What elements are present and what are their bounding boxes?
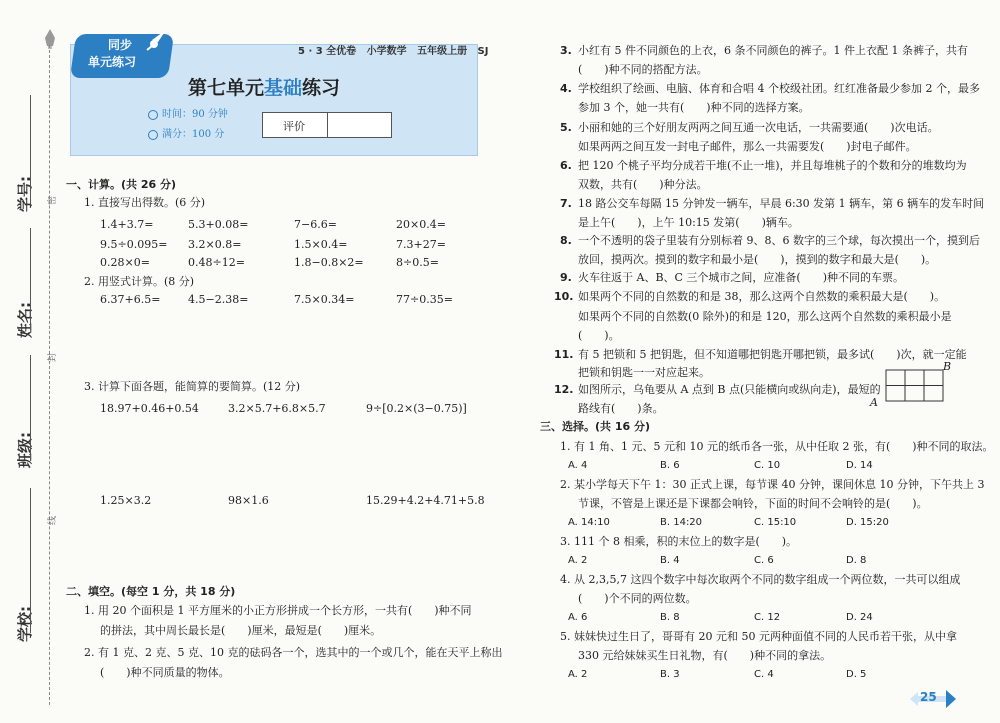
vertical-calc-item: 7.5×0.34=: [294, 293, 355, 306]
choice-option: D. 5: [846, 669, 867, 680]
choice-question-text: 2. 某小学每天下午 1：30 正式上课，每节课 40 分钟，课间休息 10 分钟，下午共上 3: [560, 478, 985, 491]
evaluation-label: 评价: [283, 120, 305, 133]
question-text: 是上午( )，上午 10:15 发第( )辆车。: [578, 216, 799, 229]
question-text: 18 路公交车每隔 15 分钟发一辆车，早晨 6:30 发第 1 辆车，第 6 辆车的发车时间: [578, 197, 985, 210]
choice-option: A. 14:10: [568, 517, 610, 528]
question-text: ( )种不同的搭配方法。: [578, 63, 708, 76]
choice-option: A. 2: [568, 555, 588, 566]
choice-option: B. 14:20: [660, 517, 703, 528]
mental-math-item: 1.5×0.4=: [294, 238, 348, 251]
question-number: 3.: [560, 44, 572, 57]
simplify-item: 98×1.6: [228, 494, 269, 507]
point-a: A: [870, 396, 878, 409]
rocket-icon: [40, 28, 60, 50]
question-text: 如果两两之间互发一封电子邮件，那么一共需要发( )封电子邮件。: [578, 140, 917, 153]
choice-question-text: 3. 111 个 8 相乘，积的末位上的数字是( )。: [560, 535, 798, 548]
question-text: 路线有( )条。: [578, 402, 664, 415]
question-number: 7.: [560, 197, 572, 210]
choice-option: B. 4: [660, 555, 680, 566]
choice-option: A. 6: [568, 612, 588, 623]
clock-icon: [148, 110, 158, 120]
question-text: 如图所示，乌龟要从 A 点到 B 点(只能横向或纵向走)，最短的: [578, 383, 881, 396]
check-icon: [148, 130, 158, 140]
question-text: 把锁和钥匙一一对应起来。: [578, 366, 710, 379]
rocket-badge-icon: [142, 28, 170, 54]
series-name: 5 · 3 全优卷: [298, 46, 357, 57]
choice-option: D. 8: [846, 555, 867, 566]
question-text: ( )。: [578, 329, 620, 342]
question-title: 2. 用竖式计算。(8 分): [84, 275, 195, 288]
choice-option: A. 2: [568, 669, 588, 680]
question-title: 1. 直接写出得数。(6 分): [84, 196, 206, 209]
question-text: 把 120 个桃子平均分成若干堆(不止一堆)，并且每堆桃子的个数和分的堆数均为: [578, 159, 967, 172]
choice-option: A. 4: [568, 460, 588, 471]
question-number: 8.: [560, 234, 572, 247]
question-number: 4.: [560, 82, 572, 95]
choice-question-text: 330 元给妹妹买生日礼物，有( )种不同的拿法。: [578, 649, 832, 662]
grade: 五年级上册: [417, 46, 468, 57]
question-text: 小红有 5 件不同颜色的上衣，6 条不同颜色的裤子。1 件上衣配 1 条裤子，共有: [578, 44, 968, 57]
full-score: 满分：100 分: [162, 129, 225, 140]
simplify-item: 1.25×3.2: [100, 494, 152, 507]
question-number: 12.: [554, 383, 574, 396]
page-number: 25: [920, 690, 937, 704]
choice-option: B. 6: [660, 460, 680, 471]
choice-option: C. 15:10: [754, 517, 797, 528]
class-field[interactable]: [30, 355, 31, 460]
series-line: [298, 42, 489, 57]
choice-option: D. 24: [846, 612, 873, 623]
mental-math-item: 5.3+0.08=: [188, 218, 249, 231]
class-label: 班级:: [16, 432, 34, 468]
route-grid-figure: [880, 365, 950, 410]
mental-math-item: 0.28×0=: [100, 256, 150, 269]
question-number: 6.: [560, 159, 572, 172]
mental-math-item: 1.8−0.8×2=: [294, 256, 364, 269]
section-heading: 一、计算。(共 26 分): [66, 178, 177, 191]
choice-option: C. 6: [754, 555, 774, 566]
seal-xian: 线: [48, 515, 58, 525]
seal-line: [49, 45, 50, 705]
choice-option: B. 8: [660, 612, 680, 623]
mental-math-item: 9.5÷0.095=: [100, 238, 168, 251]
choice-question-text: 4. 从 2,3,5,7 这四个数字中每次取两个不同的数字组成一个两位数，一共可以组成: [560, 573, 961, 586]
question-text: 参加 3 个，她一共有( )种不同的选择方案。: [578, 101, 810, 114]
question-text: 火车往返于 A、B、C 三个城市之间，应准备( )种不同的车票。: [578, 271, 905, 284]
simplify-item: 3.2×5.7+6.8×5.7: [228, 402, 326, 415]
choice-question-text: 1. 有 1 角、1 元、5 元和 10 元的纸币各一张，从中任取 2 张，有( )种不同的取法。: [560, 440, 994, 453]
time-limit: 时间：90 分钟: [162, 109, 228, 120]
title-pre: 第七单元: [188, 77, 265, 99]
question-text: 一个不透明的袋子里装有分别标着 9、8、6 数字的三个球，每次摸出一个，摸到后: [578, 234, 980, 247]
mental-math-item: 1.4+3.7=: [100, 218, 154, 231]
mental-math-item: 3.2×0.8=: [188, 238, 242, 251]
page-title: [188, 73, 340, 100]
question-text: 有 5 把锁和 5 把钥匙，但不知道哪把钥匙开哪把锁，最多试( )次，就一定能: [578, 348, 967, 361]
vertical-calc-item: 4.5−2.38=: [188, 293, 249, 306]
choice-option: D. 14: [846, 460, 873, 471]
school-label: 学校:: [16, 606, 34, 642]
name-field[interactable]: [30, 228, 31, 330]
title-highlight: 基础: [264, 77, 303, 99]
evaluation-input[interactable]: [328, 113, 391, 137]
question-text: 如果两个不同的自然数(0 除外)的和是 120，那么这两个自然数的乘积最小是: [578, 310, 952, 323]
question-title: 3. 计算下面各题，能简算的要简算。(12 分): [84, 380, 301, 393]
question-text: 如果两个不同的自然数的和是 38，那么这两个自然数的乘积最大是( )。: [578, 290, 946, 303]
choice-question-text: 5. 妹妹快过生日了，哥哥有 20 元和 50 元两种面值不同的人民币若干张，从中拿: [560, 630, 957, 643]
title-post: 练习: [302, 77, 341, 99]
question-text: 双数，共有( )种分法。: [578, 178, 708, 191]
point-b: B: [943, 360, 952, 373]
simplify-item: 9÷[0.2×(3−0.75)]: [366, 402, 467, 415]
school-field[interactable]: [30, 488, 31, 633]
choice-option: C. 4: [754, 669, 774, 680]
mental-math-item: 7−6.6=: [294, 218, 337, 231]
question-number: 9.: [560, 271, 572, 284]
question-text: 放回，摸两次。摸到的数字和最小是( )，摸到的数字和最大是( )。: [578, 253, 937, 266]
section-heading: 三、选择。(共 16 分): [540, 420, 651, 433]
section-heading: 二、填空。(每空 1 分，共 18 分): [66, 585, 236, 598]
vertical-calc-item: 6.37+6.5=: [100, 293, 161, 306]
student-id-field[interactable]: [30, 95, 31, 205]
question-number: 11.: [554, 348, 574, 361]
question-text: 学校组织了绘画、电脑、体育和合唱 4 个校级社团。红红准备最少参加 2 个，最多: [578, 82, 980, 95]
name-label: 姓名:: [16, 302, 34, 338]
vertical-calc-item: 77÷0.35=: [396, 293, 453, 306]
choice-question-text: ( )个不同的两位数。: [578, 592, 697, 605]
fill-blank-line: ( )种不同质量的物体。: [100, 666, 230, 679]
choice-option: B. 3: [660, 669, 680, 680]
seal-feng: 封: [48, 352, 58, 362]
question-number: 10.: [554, 290, 574, 303]
badge-line1: 同步: [108, 38, 133, 52]
choice-option: C. 12: [754, 612, 781, 623]
mental-math-item: 8÷0.5=: [396, 256, 439, 269]
seal-mi: 密: [48, 195, 58, 205]
simplify-item: 15.29+4.2+4.71+5.8: [366, 494, 485, 507]
question-number: 5.: [560, 121, 572, 134]
fill-blank-line: 的拼法，其中周长最长是( )厘米，最短是( )厘米。: [100, 624, 382, 637]
choice-question-text: 节课，不管是上课还是下课都会响铃，下面的时间不会响铃的是( )。: [578, 497, 928, 510]
mental-math-item: 7.3+27=: [396, 238, 446, 251]
choice-option: D. 15:20: [846, 517, 889, 528]
mental-math-item: 20×0.4=: [396, 218, 446, 231]
subject: 小学数学: [366, 46, 407, 57]
question-text: 小丽和她的三个好朋友两两之间互通一次电话，一共需要通( )次电话。: [578, 121, 939, 134]
mental-math-item: 0.48÷12=: [188, 256, 245, 269]
edition: SJ: [477, 46, 489, 57]
simplify-item: 18.97+0.46+0.54: [100, 402, 199, 415]
choice-option: C. 10: [754, 460, 781, 471]
fill-blank-line: 1. 用 20 个面积是 1 平方厘米的小正方形拼成一个长方形，一共有( )种不同: [84, 604, 472, 617]
fill-blank-line: 2. 有 1 克、2 克、5 克、10 克的砝码各一个，选其中的一个或几个，能在天平上称出: [84, 646, 503, 659]
badge-line2: 单元练习: [88, 55, 137, 69]
student-id-label: 学号:: [16, 176, 34, 212]
